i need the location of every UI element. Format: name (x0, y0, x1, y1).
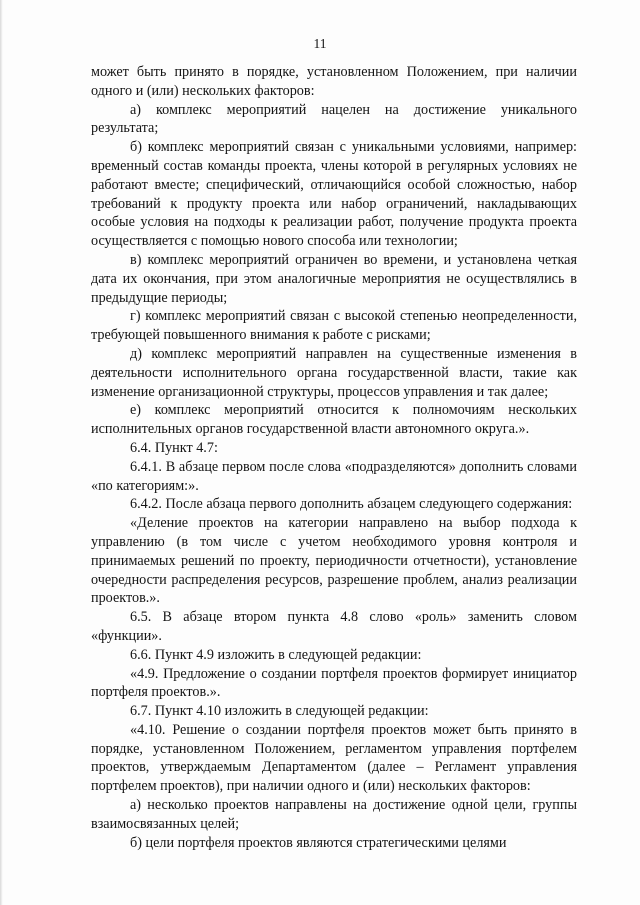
quoted-clause-4-9: «4.9. Предложение о создании портфеля проектов формирует инициатор портфеля проектов.». (91, 665, 577, 701)
scan-edge (0, 0, 3, 905)
clause-6-4: 6.4. Пункт 4.7: (130, 439, 218, 456)
quoted-clause-4-10: «4.10. Решение о создании портфеля проектов может быть принято в порядке, установленном Положением, регламентом управления портфелем проектов, утверждаемым Департаментом (далее – Регламент управления портфелем проектов), при наличии одного и (или) нескольких факторов: (91, 721, 577, 795)
list-item-g: г) комплекс мероприятий связан с высокой степенью неопределенности, требующей повышенного внимания к работе с рисками; (91, 308, 577, 344)
list-item-d: д) комплекс мероприятий направлен на существенные изменения в деятельности исполнительного органа государственной власти, такие как изменение организационной структуры, процессов управления и так далее; (91, 345, 577, 400)
list-item-v: в) комплекс мероприятий ограничен во времени, и установлена четкая дата их окончания, при этом аналогичные мероприятия не осуществлялись в предыдущие периоды; (91, 251, 577, 306)
clause-6-5: 6.5. В абзаце втором пункта 4.8 слово «роль» заменить словом «функции». (91, 609, 577, 644)
clause-6-4-1: 6.4.1. В абзаце первом после слова «подразделяются» дополнить словами «по категориям:». (91, 458, 577, 494)
paragraph-continuation: может быть принято в порядке, установленном Положением, при наличии одного и (или) нескольких факторов: (91, 64, 577, 99)
list-item-a: а) комплекс мероприятий нацелен на достижение уникального результата; (91, 101, 577, 137)
clause-6-4-2: 6.4.2. После абзаца первого дополнить абзацем следующего содержания: (130, 496, 573, 513)
page-number: 11 (313, 36, 327, 51)
quoted-paragraph: «Деление проектов на категории направлено на выбор подхода к управлению (в том числе с учетом необходимого уровня контроля и принимаемых решений по проекту, периодичности отчетности), установление очередности распределения ресурсов, разрешение проблем, анализ реализации проектов.». (91, 515, 577, 607)
list-item-a-portfolio: а) несколько проектов направлены на достижение одной цели, группы взаимосвязанных целей; (91, 797, 577, 832)
clause-6-6: 6.6. Пункт 4.9 изложить в следующей редакции: (130, 646, 422, 663)
list-item-b: б) комплекс мероприятий связан с уникальными условиями, например: временный состав команды проекта, члены которой в регулярных условиях не работают вместе; специфический, отличающийся особой сложностью, набор требований к продукту проекта или набор ограничений, накладывающих особые условия на подходы к реализации работ, получение продукта проекта осуществляется с помощью нового способа или технологии; (91, 139, 577, 250)
clause-6-7: 6.7. Пункт 4.10 изложить в следующей редакции: (130, 703, 429, 720)
document-body (91, 63, 577, 852)
list-item-b-portfolio: б) цели портфеля проектов являются стратегическими целями (130, 834, 507, 851)
list-item-e: е) комплекс мероприятий относится к полномочиям нескольких исполнительных органов государственной власти автономного округа.». (91, 402, 577, 438)
